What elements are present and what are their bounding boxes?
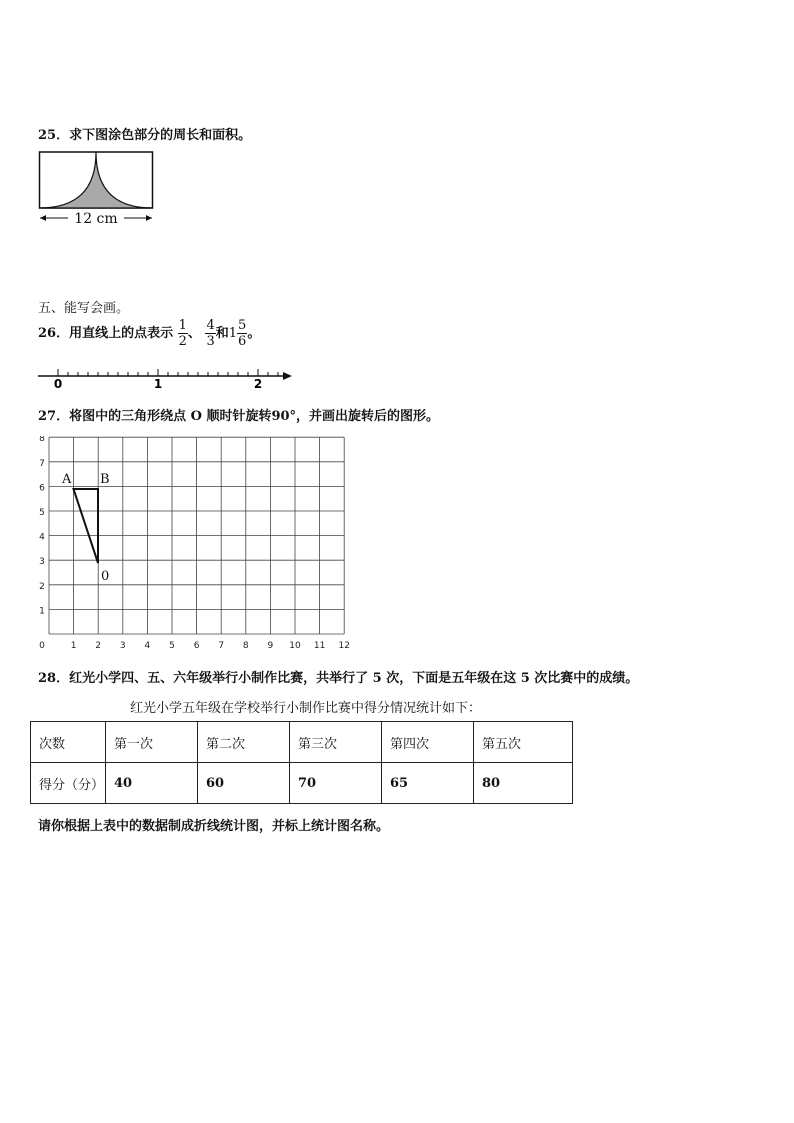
grid-x-label: 3	[119, 641, 126, 651]
grid-y-label: 2	[39, 581, 45, 592]
grid-y-label: 8	[39, 436, 45, 445]
shaded-figure	[38, 150, 156, 230]
number-line	[36, 366, 296, 390]
grid-x-labels	[39, 641, 350, 651]
dim-arrow-right	[146, 215, 152, 221]
grid-x-label: 7	[218, 641, 225, 651]
grid-x-label: 1	[70, 641, 77, 651]
grid-x-label: 11	[313, 641, 326, 651]
question-28	[38, 667, 638, 686]
number-line-arrow	[283, 372, 292, 380]
question-text: 红光小学四、五、六年级举行小制作比赛，共举行了 5 次，下面是五年级在这 5 次比赛中的成绩。	[69, 671, 639, 686]
table-row	[31, 763, 573, 804]
grid-y-label: 4	[39, 532, 45, 543]
table-header-cell: 第一次	[106, 722, 198, 763]
point-label-O: 0	[101, 569, 110, 584]
triangle-ABO	[74, 489, 99, 563]
table-cell: 60	[198, 763, 290, 804]
score-table	[30, 721, 573, 804]
grid-x-label: 4	[144, 641, 151, 651]
table-header-cell: 次数	[31, 722, 106, 763]
shaded-region	[40, 152, 153, 208]
grid-x-label: 5	[169, 641, 175, 651]
grid-x-label: 12	[338, 641, 350, 651]
coordinate-grid-svg	[36, 436, 360, 654]
table-header-cell: 第四次	[382, 722, 474, 763]
table-cell: 70	[290, 763, 382, 804]
question-number: 27．	[38, 409, 70, 424]
grid-x-label: 8	[242, 641, 249, 651]
grid-y-labels	[39, 436, 45, 616]
number-line-svg	[36, 366, 296, 390]
grid-x-label: 10	[289, 641, 301, 651]
table-cell: 40	[106, 763, 198, 804]
question-text: 用直线上的点表示	[69, 326, 174, 341]
question-number: 25．	[38, 128, 70, 143]
point-label-B: B	[100, 472, 110, 487]
dim-arrow-left	[40, 215, 46, 221]
number-line-ticks	[58, 369, 278, 376]
table-cell: 65	[382, 763, 474, 804]
question-26: 26．用直线上的点表示 $\frac{1}{2}$ 、 $\frac{4}{3}$ 和1 $\frac{5}{6}$ 。	[38, 318, 261, 349]
grid-lines	[49, 437, 344, 634]
fraction-four-thirds: $\frac{4}{3}$	[206, 318, 215, 349]
fraction-one-half: $\frac{1}{2}$	[178, 318, 187, 349]
grid-y-label: 5	[39, 508, 45, 518]
question-27	[38, 405, 439, 424]
dimension-label: 12 cm	[74, 211, 118, 227]
coordinate-grid	[36, 436, 360, 654]
table-cell: 80	[474, 763, 573, 804]
question-number: 26．	[38, 326, 70, 341]
shaded-figure-svg	[38, 150, 156, 230]
table-cell: 得分（分）	[31, 763, 106, 804]
question-25	[38, 124, 251, 143]
grid-y-label: 3	[39, 557, 45, 568]
table-header-row	[31, 722, 573, 763]
axis-label-0: 0	[53, 377, 63, 390]
fraction-five-sixths: $\frac{5}{6}$	[238, 318, 247, 349]
table-title: 红光小学五年级在学校举行小制作比赛中得分情况统计如下：	[130, 701, 482, 716]
grid-x-label: 2	[95, 641, 102, 651]
grid-y-label: 1	[39, 606, 45, 617]
point-label-A: A	[62, 472, 72, 487]
grid-y-label: 6	[39, 483, 45, 494]
table-header-cell: 第二次	[198, 722, 290, 763]
grid-x-label: 6	[193, 641, 200, 651]
question-text: 将图中的三角形绕点 O 顺时针旋转90°，并画出旋转后的图形。	[69, 409, 440, 424]
grid-x-label: 9	[267, 641, 274, 651]
table-header-cell: 第三次	[290, 722, 382, 763]
table-header-cell: 第五次	[474, 722, 573, 763]
axis-label-2: 2	[253, 377, 263, 390]
grid-x-label: 0	[39, 641, 45, 651]
question-number: 28．	[38, 671, 70, 686]
section-title: 五、能写会画。	[38, 301, 130, 316]
instruction-text: 请你根据上表中的数据制成折线统计图，并标上统计图名称。	[38, 819, 390, 834]
axis-label-1: 1	[153, 377, 163, 390]
question-text: 求下图涂色部分的周长和面积。	[69, 128, 252, 143]
grid-y-label: 7	[39, 458, 45, 469]
